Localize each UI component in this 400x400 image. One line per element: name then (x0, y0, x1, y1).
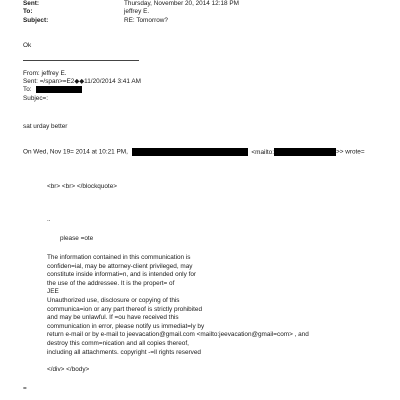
disclaimer-line: and may be unlawful. If =ou have received this (47, 314, 179, 322)
subject-value: RE: Tomorrow? (124, 17, 168, 24)
closing-tags: </div> </body> (47, 366, 90, 373)
wrote-prefix: On Wed, Nov 19= 2014 at 10:21 PM, (23, 148, 128, 156)
wrote-line (23, 148, 365, 157)
sent-label: Sent: (23, 0, 39, 7)
disclaimer-line: communica=ion or any part thereof is strictly prohibited (47, 305, 203, 313)
please-note: please =ote (60, 235, 94, 242)
quoted-from: From: jeffrey E. (23, 70, 67, 77)
disclaimer-line: The information contained in this communication is (47, 254, 191, 261)
ellipsis-mark: .. (47, 216, 51, 223)
disclaimer-line: constitute inside informati=n, and is intended only for (47, 271, 197, 279)
disclaimer-block (47, 254, 309, 357)
disclaimer-line: communication in error, please notify us immediat=ly by (47, 322, 205, 330)
reply-text: Ok (23, 42, 32, 49)
redaction-bar (36, 86, 82, 93)
redaction-bar (132, 148, 248, 156)
quoted-sent: Sent: =/span>=E2◆◆11/20/2014 3:41 AM (23, 78, 141, 85)
disclaimer-line: Unauthorized use, disclosure or copying of this (47, 296, 180, 304)
disclaimer-line: return e-mail or by e-mail to jeevacation@gmail.com <mailto:jeevacation@gmail=com> , and (47, 331, 309, 339)
blockquote-tags: <br> <br> </blockquote> (47, 183, 117, 190)
to-value: jeffrey E. (124, 8, 150, 15)
quoted-to-label: To: (23, 86, 32, 94)
disclaimer-line: including all attachments. copyright -=ll rights reserved (47, 348, 201, 356)
disclaimer-line: the use of the addressee. It is the propert= of (47, 279, 175, 287)
disclaimer-line: confiden=ial, may be attorney-client privileged, may (47, 262, 193, 270)
quoted-to (23, 86, 82, 95)
quoted-subject: Subjec=: (23, 95, 49, 102)
wrote-suffix: >> wrote= (335, 148, 365, 156)
disclaimer-line: destroy this comm=nication and all copies thereof, (47, 339, 189, 347)
to-label: To: (23, 8, 33, 15)
footer-mark: = (23, 385, 27, 392)
message-text: sat urday better (23, 123, 68, 130)
sent-value: Thursday, November 20, 2014 12:18 PM (124, 0, 239, 7)
disclaimer-line: JEE (47, 288, 59, 296)
subject-label: Subject: (23, 17, 49, 24)
wrote-mailto: <mailto: (251, 148, 274, 156)
separator-rule (23, 60, 139, 61)
redaction-bar (274, 148, 336, 156)
